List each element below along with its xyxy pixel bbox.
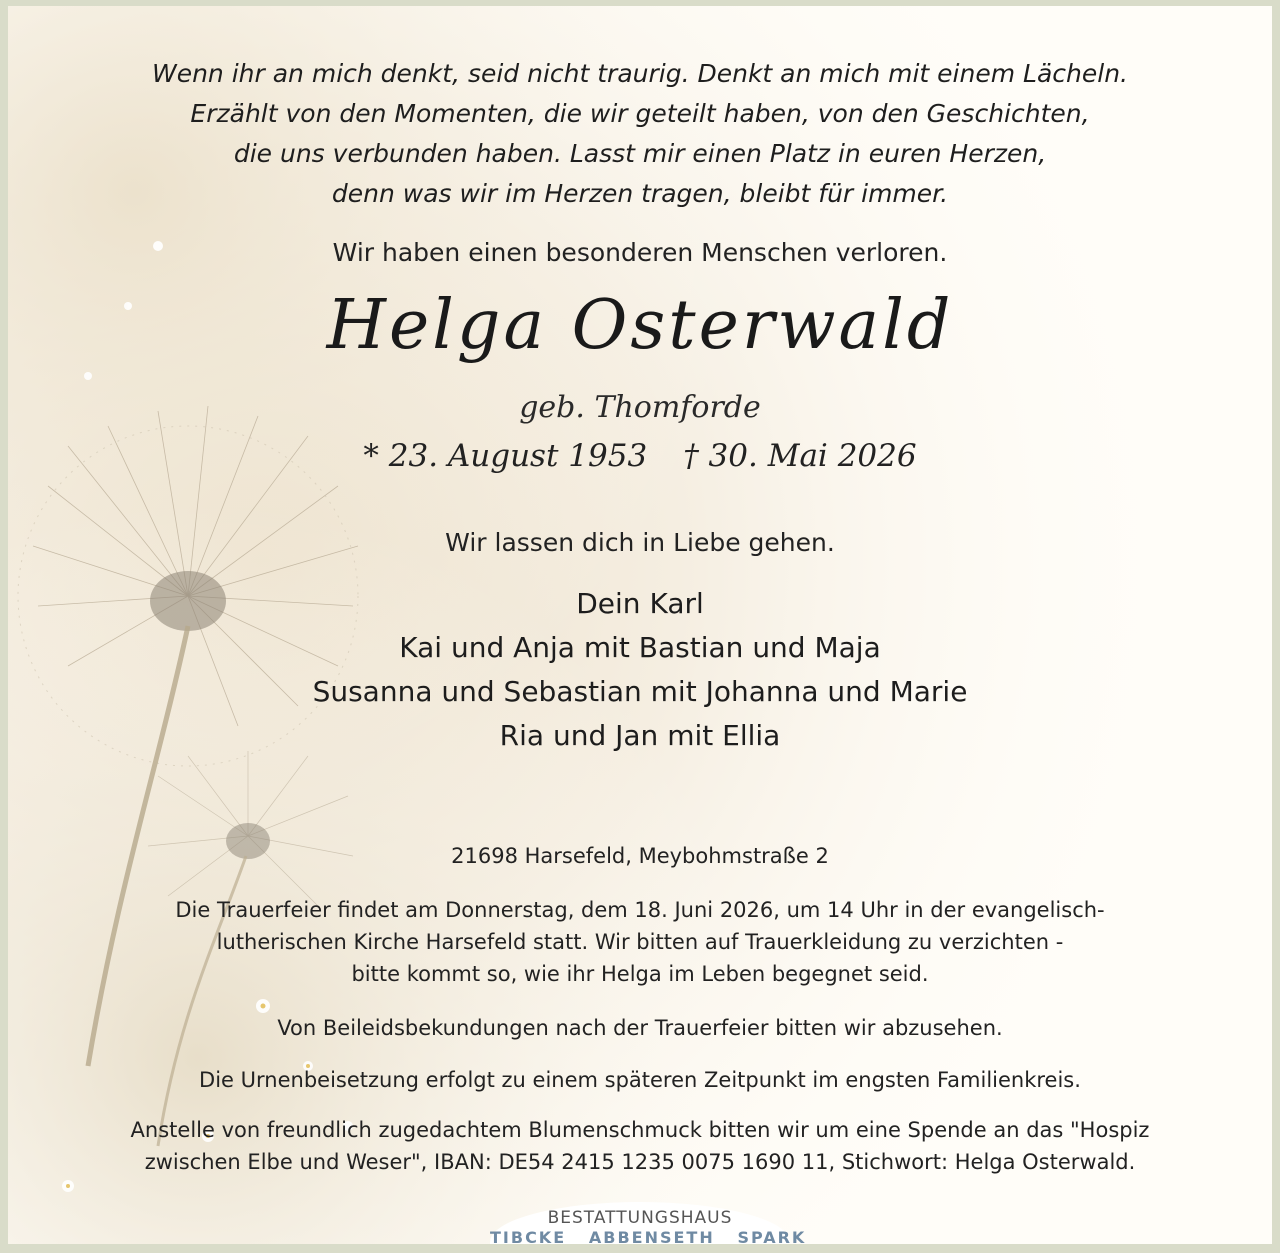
funeral-home-logo (490, 1202, 807, 1244)
funeral-home-title: BESTATTUNGSHAUS (547, 1208, 733, 1228)
donation-notice (8, 1114, 1272, 1178)
poem-line: denn was wir im Herzen tragen, bleibt für immer. (331, 179, 949, 208)
intro-text: Wir haben einen besonderen Menschen verloren. (332, 238, 948, 267)
family-member: Dein Karl (576, 587, 704, 620)
funeral-home-name: TIBCKE (490, 1228, 567, 1244)
donation-line: Anstelle von freundlich zugedachtem Blumenschmuck bitten wir um eine Spende an das "Hospiz (130, 1118, 1150, 1142)
death-date: † 30. Mai 2026 (683, 438, 917, 474)
donation-line: zwischen Elbe und Weser", IBAN: DE54 2415 1235 0075 1690 11, Stichwort: Helga Osterwald. (144, 1150, 1136, 1174)
life-dates (8, 438, 1272, 474)
obituary-card (8, 6, 1272, 1244)
funeral-home-name: ABBENSETH (588, 1228, 715, 1244)
ceremony-line: Die Trauerfeier findet am Donnerstag, dem 18. Juni 2026, um 14 Uhr in der evangelisch- (175, 898, 1105, 922)
obituary-content (8, 6, 1272, 1244)
family-list (8, 582, 1272, 758)
funeral-home-name: SPARK (737, 1228, 807, 1244)
funeral-home-names (490, 1228, 807, 1244)
condolences-notice: Von Beileidsbekundungen nach der Trauerfeier bitten wir abzusehen. (277, 1016, 1003, 1040)
family-member: Ria und Jan mit Ellia (499, 719, 781, 752)
deceased-name: Helga Osterwald (326, 286, 954, 365)
poem-line: die uns verbunden haben. Lasst mir einen Platz in euren Herzen, (233, 139, 1047, 168)
poem-line: Wenn ihr an mich denkt, seid nicht traurig. Denkt an mich mit einem Lächeln. (151, 59, 1128, 88)
burial-notice: Die Urnenbeisetzung erfolgt zu einem späteren Zeitpunkt im engsten Familienkreis. (199, 1068, 1081, 1092)
address: 21698 Harsefeld, Meybohmstraße 2 (451, 844, 829, 868)
maiden-name: geb. Thomforde (519, 390, 761, 425)
birth-date: * 23. August 1953 (363, 438, 648, 474)
family-member: Susanna und Sebastian mit Johanna und Marie (312, 675, 968, 708)
ceremony-notice (8, 894, 1272, 990)
family-member: Kai und Anja mit Bastian und Maja (399, 631, 881, 664)
poem (8, 54, 1272, 214)
ceremony-line: lutherischen Kirche Harsefeld statt. Wir bitten auf Trauerkleidung zu verzichten - (216, 930, 1064, 954)
farewell-text: Wir lassen dich in Liebe gehen. (445, 528, 835, 557)
poem-line: Erzählt von den Momenten, die wir geteilt haben, von den Geschichten, (190, 99, 1090, 128)
ceremony-line: bitte kommt so, wie ihr Helga im Leben begegnet seid. (351, 962, 929, 986)
